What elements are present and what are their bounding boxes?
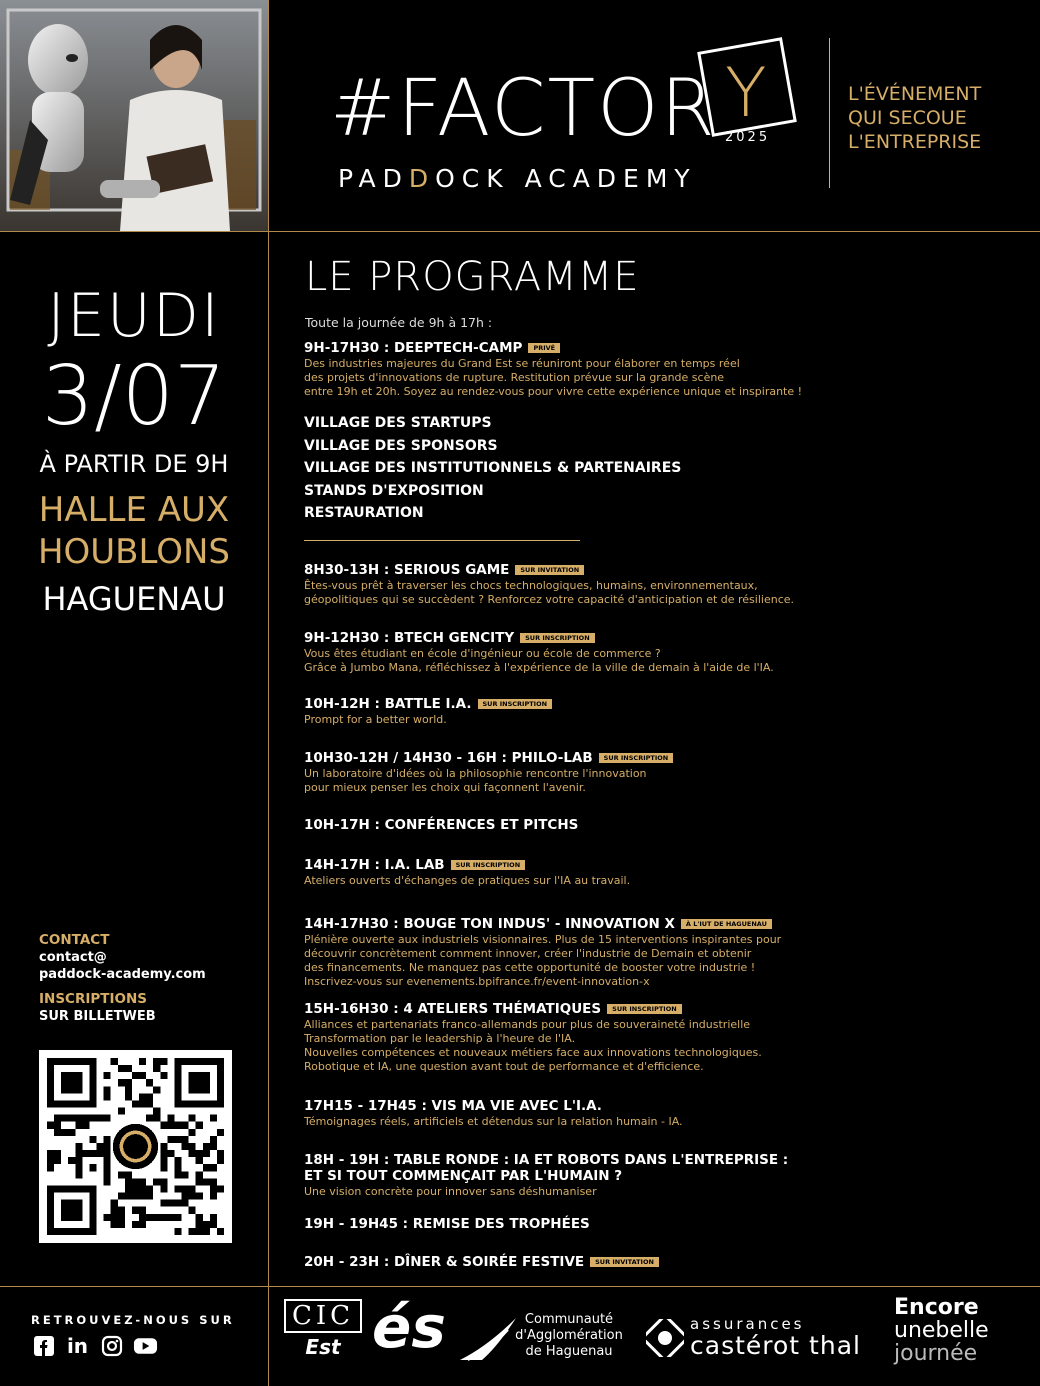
- follow-us-label: RETROUVEZ-NOUS SUR: [31, 1313, 235, 1327]
- status-badge: SUR INSCRIPTION: [451, 860, 526, 870]
- section-divider: [304, 540, 580, 541]
- footer-divider: [0, 1286, 1040, 1287]
- programme-item-desc: Vous êtes étudiant en école d'ingénieur ou école de commerce ?: [304, 647, 661, 660]
- contact-label: CONTACT: [39, 932, 110, 948]
- brand-y-letter: Y: [725, 54, 767, 133]
- contact-email-line1[interactable]: contact@: [39, 950, 107, 965]
- programme-item: [304, 1152, 904, 1199]
- programme-item-desc: Nouvelles compétences et nouveaux métiers face aux innovations technologiques.: [304, 1046, 762, 1059]
- programme-item-title: 9H-12H30 : BTECH GENCITY: [304, 630, 515, 646]
- contact-block: [39, 932, 206, 1025]
- status-badge: SUR INSCRIPTION: [599, 753, 674, 763]
- youtube-icon[interactable]: [133, 1333, 158, 1358]
- programme-title: LE PROGRAMME: [305, 254, 640, 300]
- sponsor-encore-logo: Encore unebelle journée: [894, 1295, 989, 1366]
- programme-item-desc: Plénière ouverte aux industriels visionnaires. Plus de 15 interventions inspirantes pour: [304, 933, 782, 946]
- programme-item-desc: des financements. Ne manquez pas cette opportunité de booster votre industrie !: [304, 961, 756, 974]
- programme-item: [304, 1001, 904, 1074]
- programme-item-title: 10H-12H : BATTLE I.A.: [304, 696, 472, 712]
- programme-item: [304, 696, 904, 727]
- inscriptions-value: SUR BILLETWEB: [39, 1009, 156, 1024]
- programme-item: [304, 916, 904, 989]
- programme-item-desc: Une vision concrète pour innover sans déshumaniser: [304, 1185, 597, 1198]
- programme-item: [304, 630, 904, 675]
- social-links: [31, 1333, 158, 1358]
- facebook-icon[interactable]: [31, 1333, 56, 1358]
- programme-item-title: 18H - 19H : TABLE RONDE : IA ET ROBOTS DANS L'ENTREPRISE :: [304, 1152, 789, 1168]
- status-badge: PRIVÉ: [528, 343, 560, 353]
- programme-item-title: 17H15 - 17H45 : VIS MA VIE AVEC L'I.A.: [304, 1098, 602, 1114]
- programme-item-desc: Êtes-vous prêt à traverser les chocs technologiques, humains, environnementaux,: [304, 579, 758, 592]
- event-start-time: À PARTIR DE 9H: [39, 450, 229, 478]
- instagram-icon[interactable]: [99, 1333, 124, 1358]
- programme-item-desc: Inscrivez-vous sur evenements.bpifrance.fr/event-innovation-x: [304, 975, 650, 988]
- programme-item: [304, 1216, 904, 1232]
- list-item: RESTAURATION: [304, 505, 424, 521]
- programme-item-title: 14H-17H : I.A. LAB: [304, 857, 445, 873]
- sponsor-es-logo: és: [372, 1293, 446, 1361]
- programme-item-desc: Ateliers ouverts d'échanges de pratiques sur l'IA au travail.: [304, 874, 631, 887]
- venue-line-2: HOUBLONS: [37, 532, 231, 572]
- programme-item: [304, 857, 904, 888]
- programme-item: [304, 562, 904, 607]
- programme-item-desc: Alliances et partenariats franco-allemands pour plus de souveraineté industrielle: [304, 1018, 751, 1031]
- event-day: JEUDI: [47, 281, 221, 351]
- programme-item-title: 20H - 23H : DÎNER & SOIRÉE FESTIVE: [304, 1254, 585, 1270]
- hero-photo: [0, 0, 268, 231]
- venue-city: HAGUENAU: [42, 580, 226, 618]
- list-item: STANDS D'EXPOSITION: [304, 482, 484, 499]
- programme-item: [304, 1098, 904, 1129]
- programme-item: [304, 1254, 904, 1270]
- programme-item-title: 19H - 19H45 : REMISE DES TROPHÉES: [304, 1216, 590, 1232]
- programme-item-desc: géopolitiques qui se succèdent ? Renforcez votre capacité d'anticipation et de résilience.: [304, 593, 795, 606]
- status-badge: SUR INVITATION: [590, 1257, 659, 1267]
- programme-item-desc: Transformation par le leadership à l'heure de l'IA.: [304, 1032, 576, 1045]
- status-badge: SUR INSCRIPTION: [520, 633, 595, 643]
- brand-wordmark: #FACTOR: [330, 64, 717, 154]
- programme-item-title-line2: ET SI TOUT COMMENÇAIT PAR L'HUMAIN ?: [304, 1168, 623, 1184]
- status-badge: SUR INVITATION: [515, 565, 584, 575]
- status-badge: SUR INSCRIPTION: [478, 699, 553, 709]
- programme-item-title: 14H-17H30 : BOUGE TON INDUS' - INNOVATION X: [304, 916, 675, 932]
- programme-item-desc: Grâce à Jumbo Mana, réfléchissez à l'expérience de la ville de demain à l'aide de l'IA.: [304, 661, 774, 674]
- list-item: VILLAGE DES STARTUPS: [304, 415, 492, 431]
- programme-item-title: 15H-16H30 : 4 ATELIERS THÉMATIQUES: [304, 1001, 602, 1017]
- programme-item-title: 8H30-13H : SERIOUS GAME: [304, 562, 510, 578]
- qr-code[interactable]: [39, 1050, 232, 1243]
- linkedin-icon[interactable]: in: [66, 1333, 89, 1358]
- programme-item-desc: découvrir concrètement comment innover, créer l'industrie de Demain et obtenir: [304, 947, 752, 960]
- programme-intro: Toute la journée de 9h à 17h :: [305, 315, 493, 330]
- event-logo: [330, 30, 810, 200]
- programme-item-desc: Robotique et IA, une question avant tout de performance et d'efficience.: [304, 1060, 704, 1073]
- tagline: L'ÉVÉNEMENT QUI SECOUE L'ENTREPRISE: [848, 83, 982, 153]
- programme-item-title: 10H30-12H / 14H30 - 16H : PHILO-LAB: [304, 750, 593, 766]
- brand-year: 2025: [725, 130, 771, 145]
- contact-email-line2[interactable]: paddock-academy.com: [39, 967, 206, 982]
- tagline-divider: [829, 38, 830, 188]
- venue-line-1: HALLE AUX: [38, 490, 230, 530]
- column-divider: [268, 0, 269, 1386]
- header-divider: [0, 231, 1040, 232]
- village-list: [304, 412, 904, 525]
- programme-item: [304, 817, 904, 833]
- programme-item-desc: Un laboratoire d'idées où la philosophie rencontre l'innovation: [304, 767, 647, 780]
- list-item: VILLAGE DES SPONSORS: [304, 437, 498, 454]
- programme-item-desc: pour mieux penser les choix qui façonnent l'avenir.: [304, 781, 586, 794]
- event-date: 3/07: [41, 349, 227, 444]
- programme-item-deeptech: 9H-17H30 : DEEPTECH-CAMP PRIVÉ Des industries majeures du Grand Est se réuniront pour élaborer en temps réel des projets d'innovations de rupture. Restitution prévue sur la grande scène entre 19h et 20h. Soyez au rendez-vous pour vivre cette expérience unique et inspirante !: [304, 340, 803, 398]
- list-item: VILLAGE DES INSTITUTIONNELS & PARTENAIRES: [304, 460, 682, 476]
- academy-name: PADDOCK ACADEMY: [338, 164, 697, 193]
- programme-item-desc: Témoignages réels, artificiels et détendus sur la relation humain - IA.: [304, 1115, 683, 1128]
- programme-item: [304, 750, 904, 795]
- status-badge: SUR INSCRIPTION: [607, 1004, 682, 1014]
- inscriptions-label: INSCRIPTIONS: [39, 991, 147, 1007]
- programme-item-title: 10H-17H : CONFÉRENCES ET PITCHS: [304, 817, 579, 833]
- sponsor-cic-logo: CIC Est: [284, 1299, 362, 1361]
- programme-item-desc: Prompt for a better world.: [304, 713, 447, 726]
- status-badge: À L'IUT DE HAGUENAU: [681, 919, 772, 929]
